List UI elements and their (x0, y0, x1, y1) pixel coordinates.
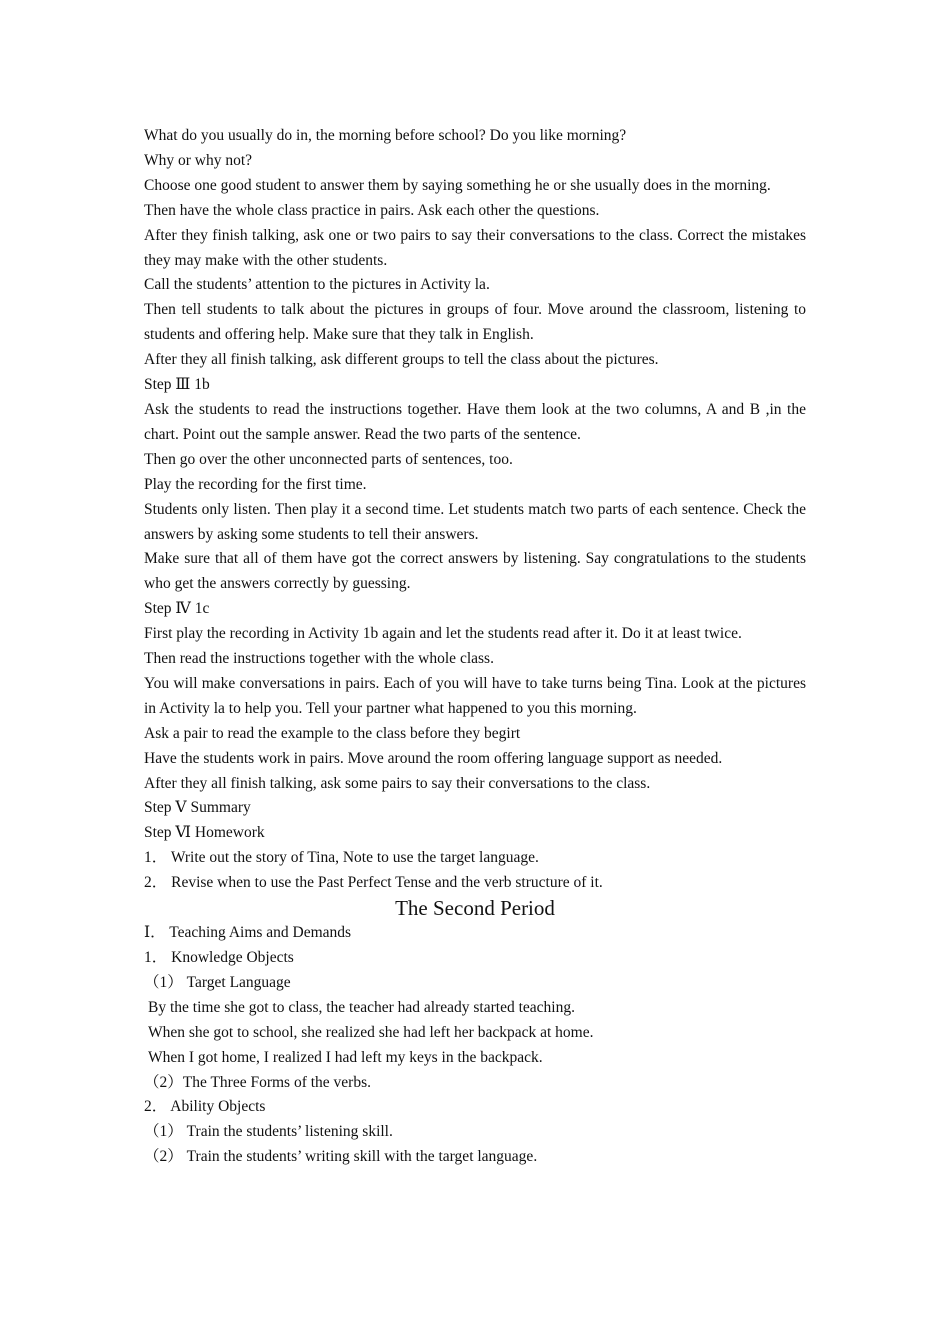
step-heading: Step Ⅴ Summary (144, 799, 251, 817)
paragraph: After they all finish talking, ask different groups to tell the class about the pictures. (144, 351, 659, 369)
list-item: （2）The Three Forms of the verbs. (144, 1073, 371, 1091)
list-item: （2） Train the students’ writing skill with the target language. (144, 1148, 538, 1166)
step-heading: Step Ⅳ 1c (144, 600, 210, 618)
list-item: 1． Write out the story of Tina, Note to use the target language. (144, 849, 539, 867)
list-item: Ⅰ． Teaching Aims and Demands (144, 924, 352, 942)
paragraph: You will make conversations in pairs. Each of you will have to take turns being Tina. Look at the pictures in Activity la to help you. Tell your partner what happened to you this morning. (144, 674, 806, 717)
step-heading: Step Ⅲ 1b (144, 376, 210, 394)
paragraph: What do you usually do in, the morning before school? Do you like morning? (144, 127, 627, 144)
step-heading: Step Ⅵ Homework (144, 824, 265, 842)
paragraph: Call the students’ attention to the pictures in Activity la. (144, 276, 490, 294)
paragraph: Play the recording for the first time. (144, 475, 367, 493)
paragraph: Then go over the other unconnected parts of sentences, too. (144, 450, 513, 468)
paragraph: Then have the whole class practice in pairs. Ask each other the questions. (144, 201, 600, 219)
list-item: （1） Train the students’ listening skill. (144, 1123, 393, 1141)
paragraph: After they all finish talking, ask some pairs to say their conversations to the class. (144, 774, 651, 792)
list-item: （1） Target Language (144, 973, 291, 991)
paragraph: First play the recording in Activity 1b again and let the students read after it. Do it at least twice. (144, 625, 742, 643)
example-sentence: When she got to school, she realized she had left her backpack at home. (148, 1023, 594, 1041)
list-item: 2． Ability Objects (144, 1098, 266, 1116)
paragraph: Then read the instructions together with the whole class. (144, 650, 494, 668)
section-heading: The Second Period (395, 896, 555, 921)
document-page (144, 124, 806, 1170)
paragraph: Ask a pair to read the example to the class before they begirt (144, 724, 521, 742)
paragraph: Why or why not? (144, 151, 253, 169)
paragraph: Then tell students to talk about the pictures in groups of four. Move around the classroom, listening to students and offering help. Make sure that they talk in English. (144, 301, 806, 344)
list-item: 2． Revise when to use the Past Perfect Tense and the verb structure of it. (144, 874, 603, 892)
paragraph: After they finish talking, ask one or two pairs to say their conversations to the class. Correct the mistakes they may make with the other students. (144, 226, 806, 269)
list-item: 1． Knowledge Objects (144, 949, 294, 966)
paragraph: Choose one good student to answer them by saying something he or she usually does in the morning. (144, 176, 771, 194)
example-sentence: By the time she got to class, the teacher had already started teaching. (148, 998, 575, 1016)
paragraph: Students only listen. Then play it a second time. Let students match two parts of each sentence. Check the answers by asking some students to tell their answers. (144, 500, 806, 543)
paragraph: Make sure that all of them have got the correct answers by listening. Say congratulations to the students who get the answers correctly by guessing. (144, 550, 806, 593)
paragraph: Ask the students to read the instructions together. Have them look at the two columns, A and B ,in the chart. Point out the sample answer. Read the two parts of the sentence. (144, 400, 806, 443)
example-sentence: When I got home, I realized I had left my keys in the backpack. (148, 1048, 543, 1066)
paragraph: Have the students work in pairs. Move around the room offering language support as needed. (144, 749, 723, 767)
